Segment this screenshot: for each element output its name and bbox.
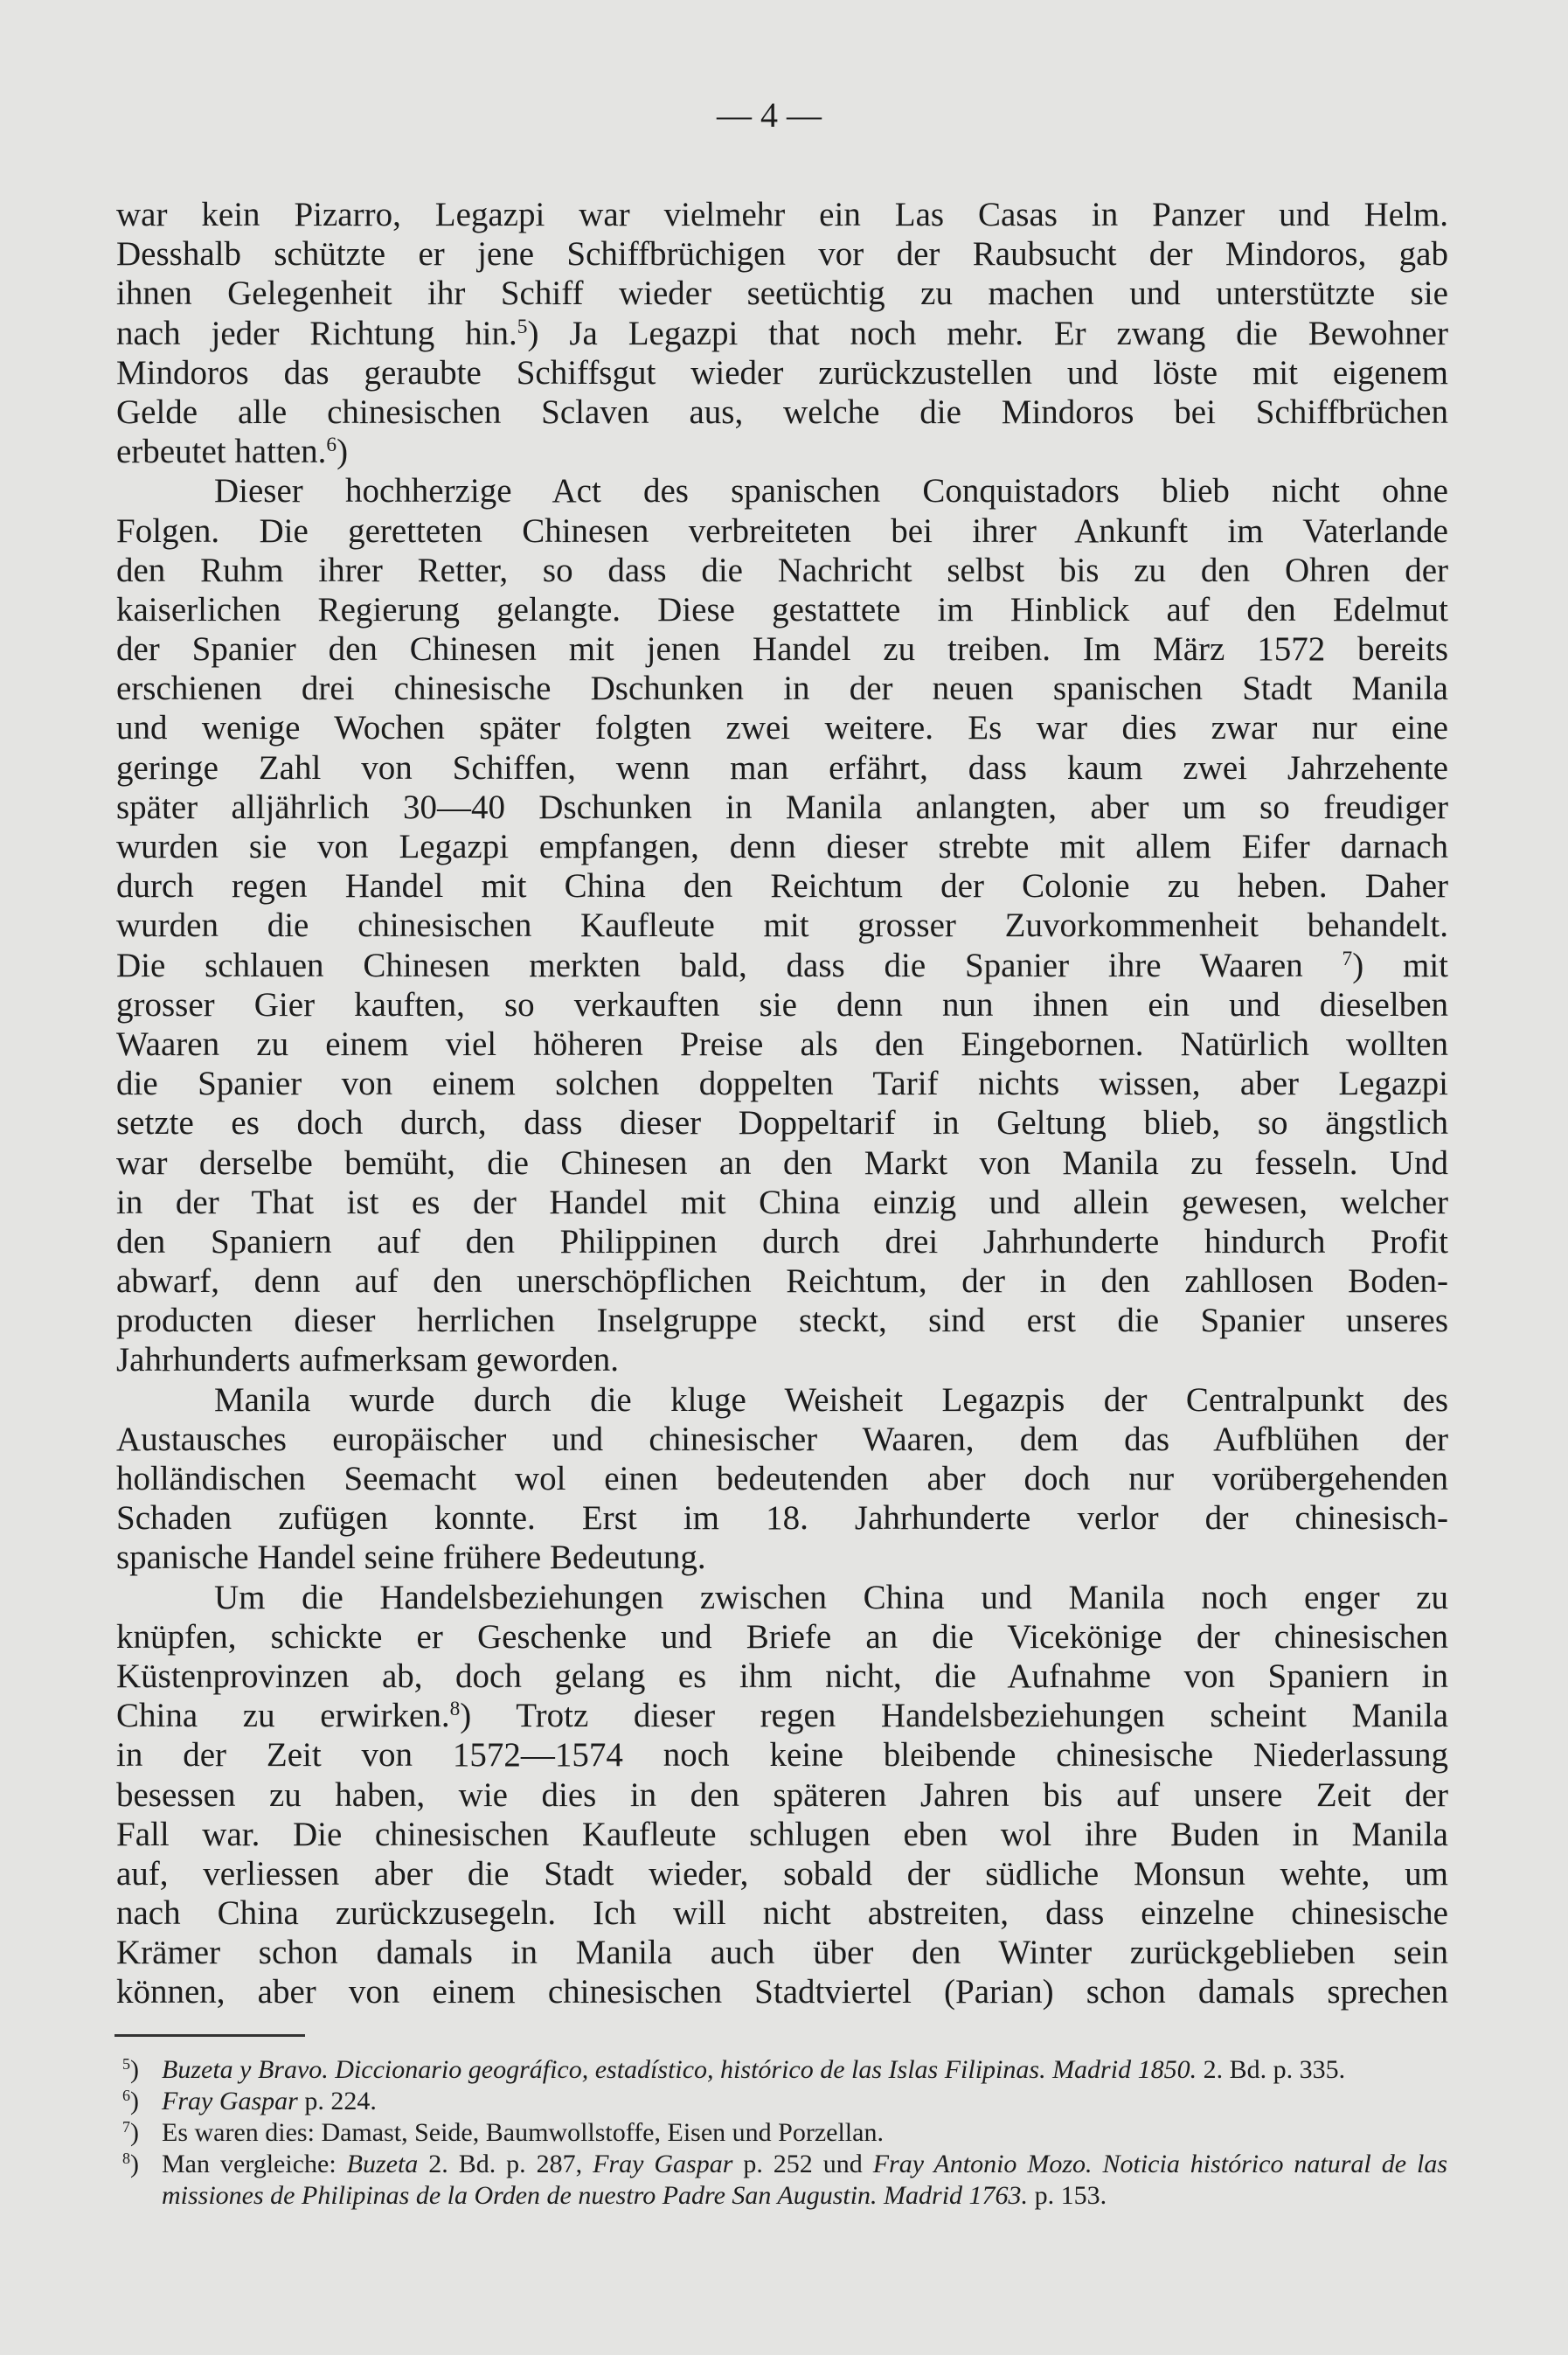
text-segment: Buzeta y Bravo. Diccionario geográfico, estadístico, histórico de las Islas Filipinas. Madrid 1850. <box>162 2055 1197 2084</box>
text-line <box>116 708 1448 747</box>
text-line <box>116 1261 1448 1301</box>
text-segment: Austausches europäischer und chinesischer Waaren, dem das Aufblühen der <box>116 1420 1448 1458</box>
text-line <box>116 1933 1448 1972</box>
text-line <box>116 1578 1448 1617</box>
text-segment: Es waren dies: Damast, Seide, Baumwollstoffe, Eisen und Porzellan. <box>162 2118 884 2147</box>
text-line <box>116 314 1448 353</box>
text-segment: in der Zeit von 1572—1574 noch keine bleibende chinesische Niederlassung <box>116 1736 1448 1775</box>
text-line <box>116 748 1448 788</box>
text-line <box>116 1301 1448 1340</box>
footnote-text <box>162 2117 1447 2149</box>
page-number: — 4 — <box>717 95 822 135</box>
text-segment: p. 153. <box>1028 2181 1107 2210</box>
text-segment: geringe Zahl von Schiffen, wenn man erfährt, dass kaum zwei Jahrzehente <box>116 748 1448 787</box>
text-segment: wurden die chinesischen Kaufleute mit grosser Zuvorkommenheit behandelt. <box>116 907 1448 945</box>
text-segment: holländischen Seemacht wol einen bedeutenden aber doch nur vorübergehenden <box>116 1460 1448 1497</box>
text-line <box>116 274 1448 313</box>
text-segment: p. 224. <box>297 2087 377 2115</box>
text-segment: Man vergleiche: <box>162 2150 347 2178</box>
text-line <box>116 1420 1448 1459</box>
text-segment: setzte es doch durch, dass dieser Doppeltarif in Geltung blieb, so ängstlich <box>116 1104 1448 1143</box>
footnote-text <box>162 2054 1447 2086</box>
text-line <box>116 1222 1448 1261</box>
text-line <box>116 195 1448 234</box>
text-segment: Küstenprovinzen ab, doch gelang es ihm nicht, die Aufnahme von Spaniern in <box>116 1657 1448 1695</box>
text-line <box>116 590 1448 629</box>
text-segment: p. 252 und <box>732 2150 873 2178</box>
text-segment: die Spanier von einem solchen doppelten Tarif nichts wissen, aber Legazpi <box>116 1065 1448 1103</box>
text-segment: Schaden zufügen konnte. Erst im 18. Jahrhunderte verlor der chinesisch- <box>116 1499 1448 1538</box>
text-line <box>116 432 1448 471</box>
text-segment: Jahrhunderts aufmerksam geworden. <box>116 1341 620 1379</box>
text-segment: Folgen. Die geretteten Chinesen verbreiteten bei ihrer Ankunft im Vaterlande <box>116 511 1448 550</box>
footnotes <box>122 2054 1447 2212</box>
text-line <box>116 1972 1448 2011</box>
text-line <box>116 551 1448 590</box>
text-line <box>116 1657 1448 1696</box>
text-segment: Gelde alle chinesischen Sclaven aus, welche die Mindoros bei Schiffbrüchen <box>116 392 1448 431</box>
text-segment: producten dieser herrlichen Inselgruppe steckt, sind erst die Spanier unseres <box>116 1302 1448 1340</box>
text-line <box>116 511 1448 551</box>
footnote <box>122 2086 1447 2117</box>
text-line <box>116 1183 1448 1222</box>
text-segment: Dieser hochherzige Act des spanischen Conquistadors blieb nicht ohne <box>214 472 1448 511</box>
text-line <box>116 1459 1448 1498</box>
text-line <box>116 1143 1448 1183</box>
text-segment: später alljährlich 30—40 Dschunken in Manila anlangten, aber um so freudiger <box>116 788 1448 826</box>
text-line <box>116 1696 1448 1735</box>
text-segment: Desshalb schützte er jene Schiffbrüchigen vor der Raubsucht der Mindoros, gab <box>116 235 1448 274</box>
footnote-marker: $^8$) <box>122 2150 139 2178</box>
text-line <box>116 827 1448 866</box>
text-segment: Buzeta <box>346 2150 419 2178</box>
text-line <box>116 234 1448 274</box>
text-line <box>116 353 1448 392</box>
text-segment: auf, verliessen aber die Stadt wieder, sobald der südliche Monsun wehte, um <box>116 1854 1448 1893</box>
text-segment: besessen zu haben, wie dies in den späteren Jahren bis auf unsere Zeit der <box>116 1775 1448 1814</box>
text-line <box>116 1617 1448 1657</box>
text-segment: erschienen drei chinesische Dschunken in der neuen spanischen Stadt Manila <box>116 670 1448 708</box>
text-segment: den Ruhm ihrer Retter, so dass die Nachricht selbst bis zu den Ohren der <box>116 551 1448 589</box>
text-segment: nach China zurückzusegeln. Ich will nicht abstreiten, dass einzelne chinesische <box>116 1894 1448 1933</box>
text-segment: und wenige Wochen später folgten zwei weitere. Es war dies zwar nur eine <box>116 709 1448 747</box>
text-line <box>116 1815 1448 1854</box>
text-line <box>116 1538 1448 1577</box>
text-segment: 2. Bd. p. 287, <box>418 2150 593 2178</box>
text-segment: Manila wurde durch die kluge Weisheit Legazpis der Centralpunkt des <box>214 1380 1448 1419</box>
text-line <box>116 866 1448 906</box>
text-segment: Krämer schon damals in Manila auch über den Winter zurückgeblieben sein <box>116 1934 1448 1972</box>
text-segment: kaiserlichen Regierung gelangte. Diese gestattete im Hinblick auf den Edelmut <box>116 590 1448 629</box>
text-segment: grosser Gier kauften, so verkauften sie denn nun ihnen ein und dieselben <box>116 985 1448 1024</box>
text-segment: knüpfen, schickte er Geschenke und Briefe an die Vicekönige der chinesischen <box>116 1617 1448 1656</box>
text-line <box>116 392 1448 432</box>
footnote-reference: 6 <box>326 434 337 457</box>
text-segment: durch regen Handel mit China den Reichtum der Colonie zu heben. Daher <box>116 867 1448 906</box>
text-segment: können, aber von einem chinesischen Stadtviertel (Parian) schon damals sprechen <box>116 1973 1448 2011</box>
text-segment: ) Trotz dieser regen Handelsbeziehungen scheint Manila <box>460 1697 1448 1735</box>
text-line <box>116 906 1448 945</box>
footnote-text <box>162 2086 1447 2117</box>
text-line <box>116 1775 1448 1815</box>
text-line <box>116 1893 1448 1933</box>
text-segment: ) Ja Legazpi that noch mehr. Er zwang die Bewohner <box>527 314 1448 352</box>
text-segment: China zu erwirken. <box>116 1697 450 1735</box>
text-line <box>116 1380 1448 1420</box>
footnote-marker: $^7$) <box>122 2118 139 2147</box>
text-line <box>116 1064 1448 1103</box>
text-segment: in der That ist es der Handel mit China einzig und allein gewesen, welcher <box>116 1183 1448 1221</box>
text-line <box>116 1735 1448 1775</box>
text-line <box>116 788 1448 827</box>
text-segment: Fray Gaspar <box>593 2150 733 2178</box>
text-segment: erbeutet hatten. <box>116 433 327 471</box>
footnote-divider <box>114 2034 305 2037</box>
text-segment: den Spaniern auf den Philippinen durch drei Jahrhunderte hindurch Profit <box>116 1222 1448 1261</box>
footnote-reference: 8 <box>449 1698 461 1721</box>
text-segment: 2. Bd. p. 335. <box>1197 2055 1346 2084</box>
footnote-reference: 5 <box>517 315 528 338</box>
text-line <box>116 946 1448 985</box>
text-segment: ) <box>336 433 349 471</box>
text-segment: Die schlauen Chinesen merkten bald, dass die Spanier ihre Waaren <box>116 946 1343 984</box>
footnote-marker: $^5$) <box>122 2055 139 2084</box>
footnote <box>122 2117 1447 2149</box>
text-segment: Fray Antonio Mozo. Noticia histórico natural de las missiones de Philipinas de la Orden de nuestro Padre San Augustin. Madrid 1763. <box>162 2150 1447 2210</box>
footnote <box>122 2054 1447 2086</box>
text-segment: der Spanier den Chinesen mit jenen Handel zu treiben. Im März 1572 bereits <box>116 630 1448 669</box>
footnote <box>122 2149 1447 2212</box>
text-line <box>116 1854 1448 1893</box>
text-segment: nach jeder Richtung hin. <box>116 314 517 352</box>
text-segment: wurden sie von Legazpi empfangen, denn dieser strebte mit allem Eifer darnach <box>116 828 1448 865</box>
text-line <box>116 985 1448 1025</box>
text-segment: Fall war. Die chinesischen Kaufleute schlugen eben wol ihre Buden in Manila <box>116 1815 1448 1853</box>
text-segment: abwarf, denn auf den unerschöpflichen Reichtum, der in den zahllosen Boden- <box>116 1262 1448 1301</box>
footnote-reference: 7 <box>1342 947 1353 970</box>
text-segment: Mindoros das geraubte Schiffsgut wieder zurückzustellen und löste mit eigenem <box>116 353 1448 392</box>
footnote-marker: $^6$) <box>122 2087 139 2115</box>
text-segment: ihnen Gelegenheit ihr Schiff wieder seetüchtig zu machen und unterstützte sie <box>116 274 1448 313</box>
text-segment: ) mit <box>1352 946 1448 984</box>
text-line <box>116 1340 1448 1379</box>
footnote-text <box>162 2149 1447 2212</box>
text-segment: spanische Handel seine frühere Bedeutung. <box>116 1539 706 1577</box>
text-segment: Waaren zu einem viel höheren Preise als den Eingebornen. Natürlich wollten <box>116 1025 1448 1063</box>
body-text <box>116 195 1448 2012</box>
text-line <box>116 1025 1448 1064</box>
text-line <box>116 669 1448 708</box>
text-line <box>116 629 1448 669</box>
text-segment: war derselbe bemüht, die Chinesen an den Markt von Manila zu fesseln. Und <box>116 1143 1448 1182</box>
text-line <box>116 471 1448 511</box>
text-segment: Fray Gaspar <box>162 2087 298 2115</box>
text-segment: war kein Pizarro, Legazpi war vielmehr ein Las Casas in Panzer und Helm. <box>116 196 1448 233</box>
text-segment: Um die Handelsbeziehungen zwischen China und Manila noch enger zu <box>214 1578 1448 1616</box>
text-line <box>116 1103 1448 1143</box>
text-line <box>116 1498 1448 1538</box>
